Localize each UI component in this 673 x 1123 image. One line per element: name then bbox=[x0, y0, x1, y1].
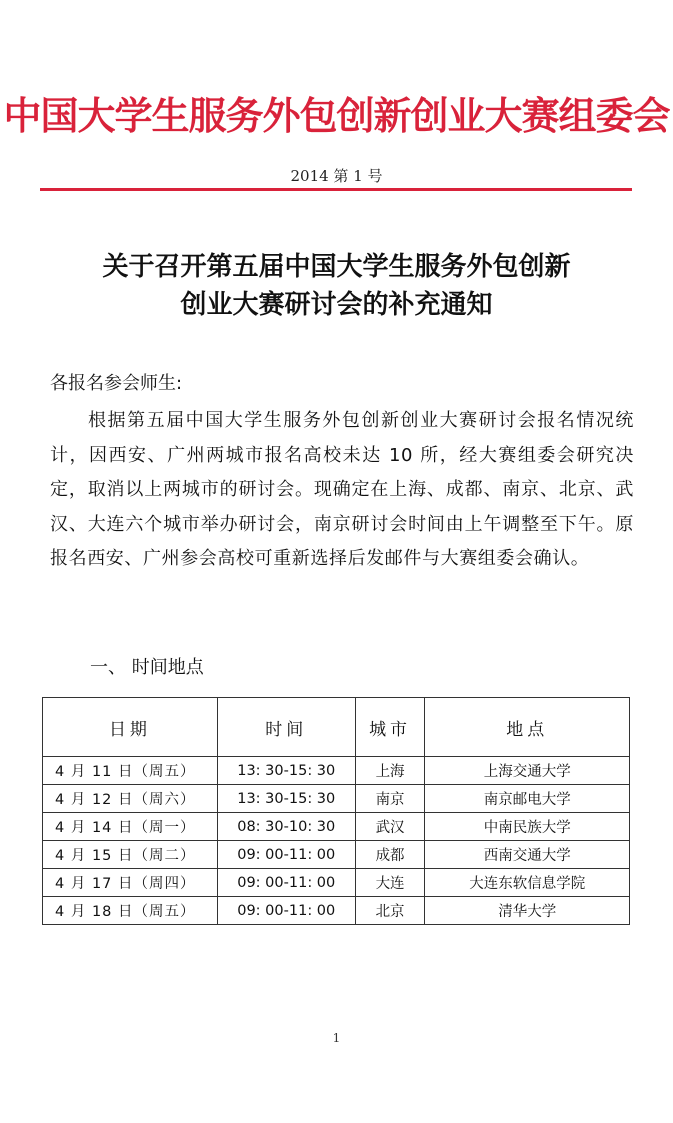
table-header-row bbox=[43, 698, 630, 757]
cell-venue: 南京邮电大学 bbox=[425, 785, 630, 813]
table-row bbox=[43, 897, 630, 925]
cell-venue: 西南交通大学 bbox=[425, 841, 630, 869]
cell-date: 4 月 14 日（周一） bbox=[43, 813, 218, 841]
cell-city: 大连 bbox=[355, 869, 425, 897]
cell-time: 08: 30-10: 30 bbox=[217, 813, 355, 841]
table-row bbox=[43, 785, 630, 813]
header-city: 城市 bbox=[355, 698, 425, 757]
cell-date: 4 月 15 日（周二） bbox=[43, 841, 218, 869]
cell-city: 武汉 bbox=[355, 813, 425, 841]
cell-venue: 大连东软信息学院 bbox=[425, 869, 630, 897]
cell-time: 09: 00-11: 00 bbox=[217, 897, 355, 925]
cell-venue: 上海交通大学 bbox=[425, 757, 630, 785]
cell-time: 09: 00-11: 00 bbox=[217, 841, 355, 869]
header-venue: 地点 bbox=[425, 698, 630, 757]
cell-date: 4 月 17 日（周四） bbox=[43, 869, 218, 897]
document-title bbox=[0, 248, 673, 324]
header-divider bbox=[40, 188, 632, 191]
cell-city: 北京 bbox=[355, 897, 425, 925]
table-row bbox=[43, 813, 630, 841]
page-number: 1 bbox=[332, 1031, 341, 1045]
organization-header: 中国大学生服务外包创新创业大赛组委会 bbox=[3, 93, 670, 138]
header-time: 时间 bbox=[217, 698, 355, 757]
cell-date: 4 月 12 日（周六） bbox=[43, 785, 218, 813]
schedule-table bbox=[42, 697, 630, 925]
section-heading-time-location: 一、 时间地点 bbox=[90, 657, 204, 678]
body-paragraph: 根据第五届中国大学生服务外包创新创业大赛研讨会报名情况统计，因西安、广州两城市报名高校未达 10 所，经大赛组委会研究决定，取消以上两城市的研讨会。现确定在上海、成都、南京、北京、武汉、大连六个城市举办研讨会，南京研讨会时间由上午调整至下午。原报名西安、广州参会高校可重新选择后发邮件与大赛组委会确认。 bbox=[50, 410, 634, 569]
table-row bbox=[43, 757, 630, 785]
cell-venue: 中南民族大学 bbox=[425, 813, 630, 841]
cell-time: 13: 30-15: 30 bbox=[217, 757, 355, 785]
cell-city: 南京 bbox=[355, 785, 425, 813]
table-row bbox=[43, 869, 630, 897]
table-row bbox=[43, 841, 630, 869]
cell-time: 09: 00-11: 00 bbox=[217, 869, 355, 897]
cell-date: 4 月 11 日（周五） bbox=[43, 757, 218, 785]
salutation: 各报名参会师生: bbox=[50, 373, 183, 394]
cell-city: 成都 bbox=[355, 841, 425, 869]
title-line-1: 关于召开第五届中国大学生服务外包创新 bbox=[102, 252, 571, 282]
cell-city: 上海 bbox=[355, 757, 425, 785]
header-date: 日期 bbox=[43, 698, 218, 757]
title-line-2: 创业大赛研讨会的补充通知 bbox=[180, 290, 493, 320]
cell-date: 4 月 18 日（周五） bbox=[43, 897, 218, 925]
cell-time: 13: 30-15: 30 bbox=[217, 785, 355, 813]
cell-venue: 清华大学 bbox=[425, 897, 630, 925]
document-number: 2014 第 1 号 bbox=[290, 167, 383, 185]
